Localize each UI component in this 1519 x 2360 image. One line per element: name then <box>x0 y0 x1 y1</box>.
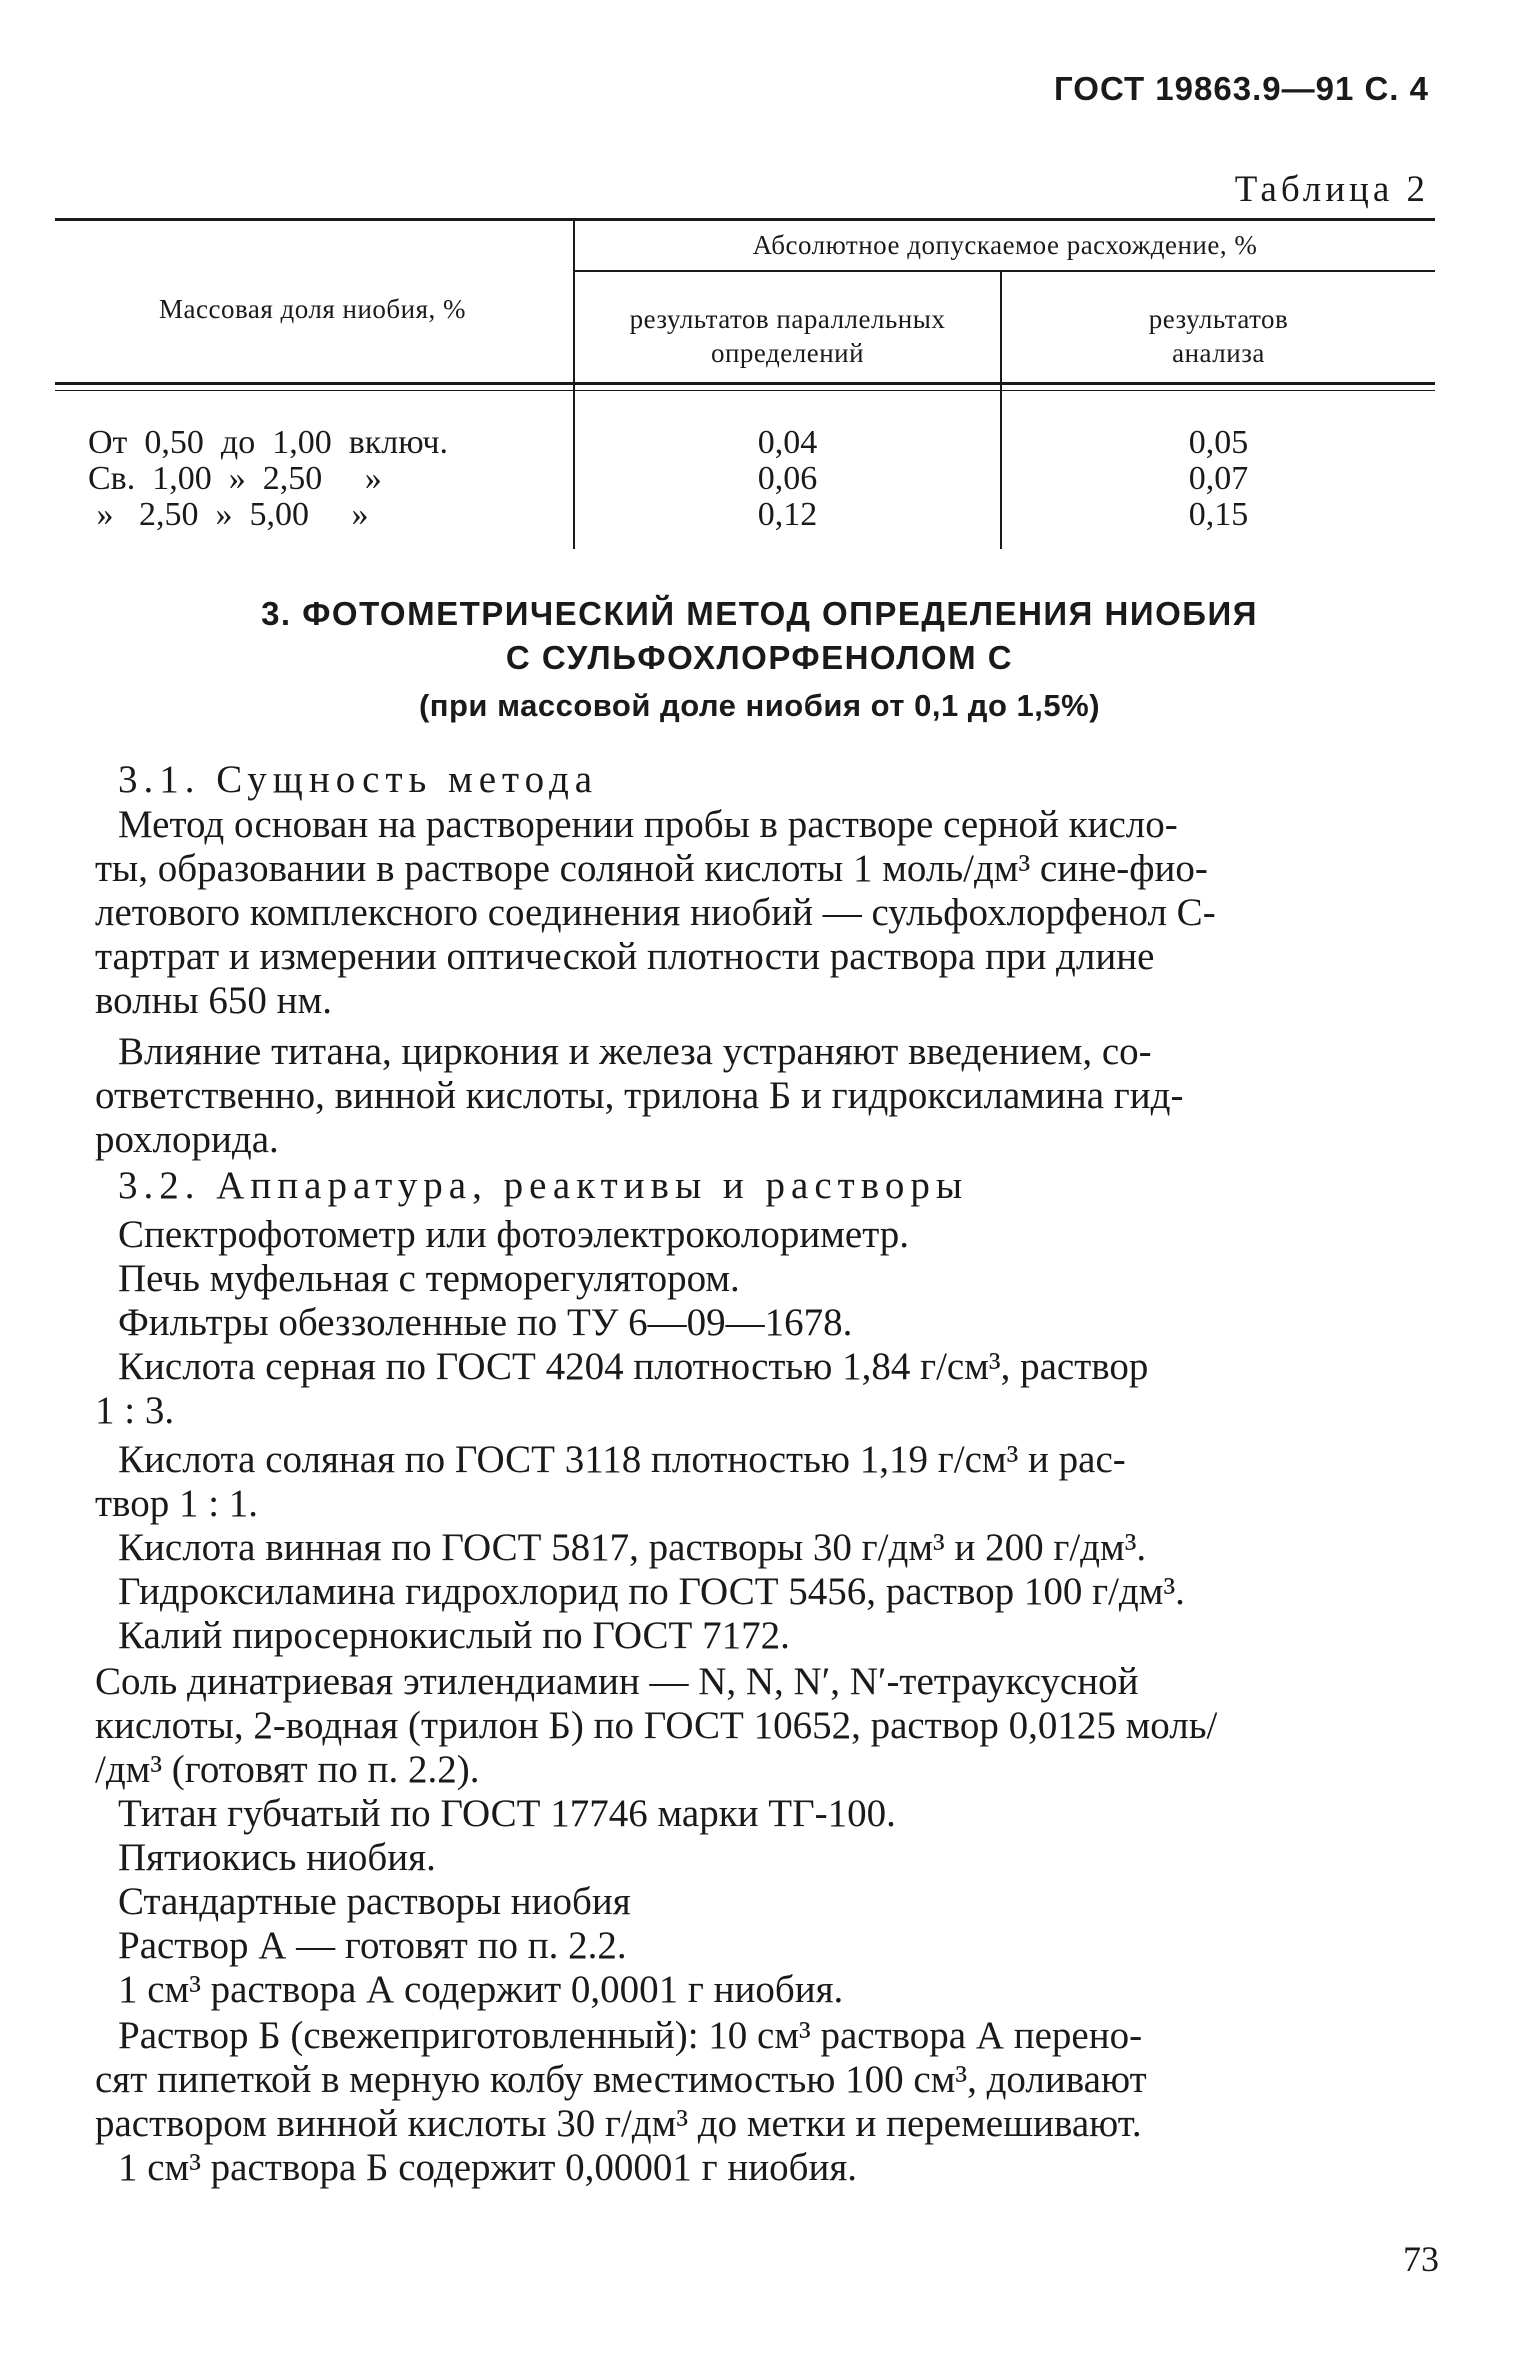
list-line-6: Кислота соляная по ГОСТ 3118 плотностью 1,19 г/см³ и рас- <box>118 1438 1126 1481</box>
col-parallel-header-line-1: результатов параллельных <box>629 304 946 334</box>
col-group-header: Абсолютное допускаемое расхождение, % <box>752 230 1258 260</box>
paragraph-1-line-5: волны 650 нм. <box>95 979 332 1022</box>
section-title-line-2: С СУЛЬФОХЛОРФЕНОЛОМ С <box>505 639 1014 676</box>
list-line-3: Фильтры обеззоленные по ТУ 6—09—1678. <box>118 1301 853 1344</box>
table-row-1-range: От 0,50 до 1,00 включ. <box>88 424 448 461</box>
list-line-7: твор 1 : 1. <box>95 1482 259 1525</box>
list-line-10: Калий пиросернокислый по ГОСТ 7172. <box>118 1614 790 1657</box>
col-parallel-header-line-2: определений <box>710 338 865 368</box>
page-number: 73 <box>1403 2239 1439 2279</box>
col-mass-fraction-header: Массовая доля ниобия, % <box>158 294 467 324</box>
paragraph-1-line-3: летового комплексного соединения ниобий — сульфохлорфенол С- <box>95 891 1216 934</box>
table-row-1-parallel: 0,04 <box>757 424 818 461</box>
paragraph-1-line-2: ты, образовании в растворе соляной кислоты 1 моль/дм³ сине-фио- <box>95 847 1208 890</box>
table-header-rule <box>55 382 1435 385</box>
table-row-2-analysis: 0,07 <box>1188 460 1249 497</box>
col-parallel-header <box>575 302 1000 370</box>
table-row-3-range: » 2,50 » 5,00 » <box>88 496 369 533</box>
list-line-19: Раствор Б (свежеприготовленный): 10 см³ раствора А перено- <box>118 2014 1143 2057</box>
subsection-heading-3-1: 3.1. Сущность метода <box>118 758 599 801</box>
list-line-5: 1 : 3. <box>95 1389 175 1432</box>
subsection-heading-3-2: 3.2. Аппаратура, реактивы и растворы <box>118 1164 969 1207</box>
table-row-3-parallel: 0,12 <box>757 496 818 533</box>
table-row-1-analysis: 0,05 <box>1188 424 1249 461</box>
paragraph-1-line-4: тартрат и измерении оптической плотности раствора при длине <box>95 935 1155 978</box>
table-row-2-range: Св. 1,00 » 2,50 » <box>88 460 382 497</box>
list-line-12: кислоты, 2-водная (трилон Б) по ГОСТ 10652, раствор 0,0125 моль/ <box>95 1704 1218 1747</box>
table-row-2-parallel: 0,06 <box>757 460 818 497</box>
paragraph-1-line-1: Метод основан на растворении пробы в растворе серной кисло- <box>118 803 1178 846</box>
list-line-15: Пятиокись ниобия. <box>118 1836 436 1879</box>
list-line-18: 1 см³ раствора А содержит 0,0001 г ниобия. <box>118 1968 844 2011</box>
section-title-line-1: 3. ФОТОМЕТРИЧЕСКИЙ МЕТОД ОПРЕДЕЛЕНИЯ НИОБИЯ <box>261 595 1258 632</box>
table-caption: Таблица 2 <box>1234 169 1429 210</box>
col-analysis-header-line-2: анализа <box>1172 338 1265 368</box>
document-header: ГОСТ 19863.9—91 С. 4 <box>1054 70 1429 107</box>
table-group-rule <box>575 270 1435 272</box>
paragraph-2-line-2: ответственно, винной кислоты, трилона Б и гидроксиламина гид- <box>95 1074 1184 1117</box>
list-line-22: 1 см³ раствора Б содержит 0,00001 г ниобия. <box>118 2146 858 2189</box>
col-analysis-header <box>1002 302 1435 370</box>
table-row-3-analysis: 0,15 <box>1188 496 1249 533</box>
list-line-8: Кислота винная по ГОСТ 5817, растворы 30 г/дм³ и 200 г/дм³. <box>118 1526 1147 1569</box>
list-line-13: /дм³ (готовят по п. 2.2). <box>95 1748 480 1791</box>
table-header-rule-2 <box>55 390 1435 391</box>
list-line-14: Титан губчатый по ГОСТ 17746 марки ТГ-100. <box>118 1792 896 1835</box>
list-line-1: Спектрофотометр или фотоэлектроколориметр. <box>118 1213 909 1256</box>
list-line-2: Печь муфельная с терморегулятором. <box>118 1257 740 1300</box>
section-subtitle: (при массовой доле ниобия от 0,1 до 1,5%) <box>418 688 1101 723</box>
list-line-11: Соль динатриевая этилендиамин — N, N, N′, N′-тетрауксусной <box>95 1660 1139 1703</box>
paragraph-2-line-1: Влияние титана, циркония и железа устраняют введением, со- <box>118 1030 1152 1073</box>
list-line-17: Раствор А — готовят по п. 2.2. <box>118 1924 627 1967</box>
list-line-20: сят пипеткой в мерную колбу вместимостью 100 см³, доливают <box>95 2058 1147 2101</box>
list-line-4: Кислота серная по ГОСТ 4204 плотностью 1,84 г/см³, раствор <box>118 1345 1149 1388</box>
paragraph-2-line-3: рохлорида. <box>95 1118 279 1161</box>
list-line-9: Гидроксиламина гидрохлорид по ГОСТ 5456, раствор 100 г/дм³. <box>118 1570 1185 1613</box>
list-line-21: раствором винной кислоты 30 г/дм³ до метки и перемешивают. <box>95 2102 1142 2145</box>
list-line-16: Стандартные растворы ниобия <box>118 1880 631 1923</box>
col-analysis-header-line-1: результатов <box>1148 304 1289 334</box>
table-top-rule <box>55 218 1435 221</box>
